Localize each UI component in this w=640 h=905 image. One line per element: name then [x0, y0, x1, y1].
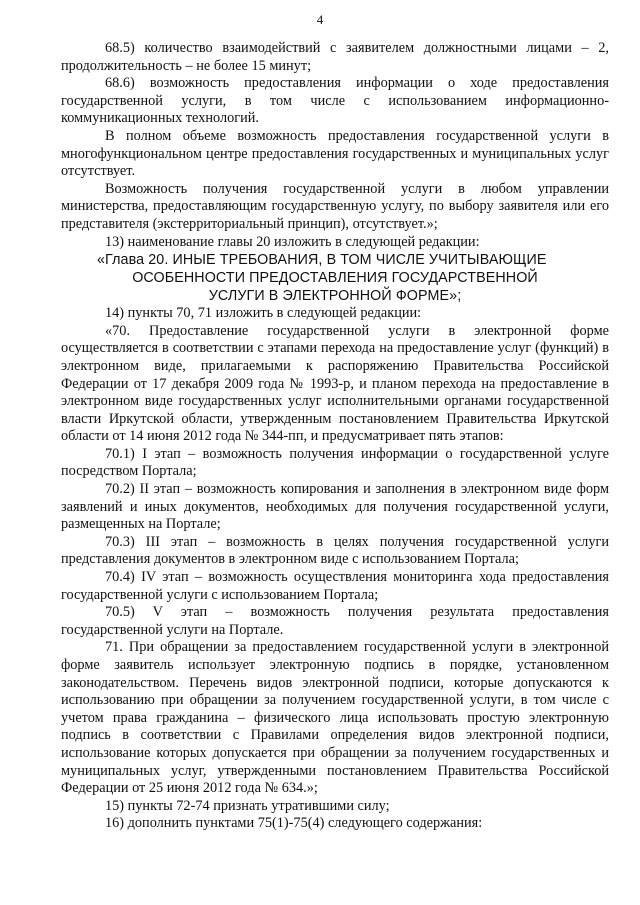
paragraph-item-16: 16) дополнить пунктами 75(1)-75(4) следующего содержания: [105, 815, 483, 832]
page-number: 4 [316, 12, 324, 27]
chapter-heading [61, 251, 609, 305]
paragraph-item-15: 15) пункты 72-74 признать утратившими силу; [105, 797, 390, 814]
paragraph-mfc: В полном объеме возможность предоставления государственной услуги в многофункциональном центре предоставления государственных и муниципальных услуг отсутствует. [61, 127, 609, 180]
paragraph-68-6: 68.6) возможность предоставления информации о ходе предоставления государственной услуги, в том числе с использованием информационно-коммуникационных технологий. [61, 75, 609, 127]
paragraph-70: «70. Предоставление государственной услуги в электронной форме осуществляется в соответствии с этапами перехода на предоставление услуг (функций) в электронном виде, прилагаемыми к распоряжению Правительства Российской Федерации от 17 декабря 2009 года № 1993-р, и планом перехода на предоставление в электронном виде государственных услуг исполнительными органами государственной власти Иркутской области, утвержденным постановлением Правительства Иркутской области от 14 июня 2012 года № 344-пп, и предусматривает пять этапов: [61, 322, 609, 445]
paragraph-68-5: 68.5) количество взаимодействий с заявителем должностными лицами – 2, продолжительность – не более 15 минут; [61, 40, 609, 74]
paragraph-70-2: 70.2) II этап – возможность копирования и заполнения в электронном виде форм заявлений и иных документов, необходимых для получения государственной услуги, размещенных на Портале; [61, 481, 609, 533]
chapter-heading-line-1: «Глава 20. ИНЫЕ ТРЕБОВАНИЯ, В ТОМ ЧИСЛЕ УЧИТЫВАЮЩИЕ [97, 252, 547, 269]
paragraph-71: 71. При обращении за предоставлением государственной услуги в электронной форме заявитель использует электронную подпись в порядке, установленном законодательством. Перечень видов электронной подписи, которые допускаются к использованию при обращении за получением государственной услуги, в том числе с учетом права гражданина – физического лица использовать простую электронную подпись в соответствии с Правилами определения видов электронной подписи, использование которых допускается при обращении за получением государственных и муниципальных услуг, утвержденными постановлением Правительства Российской Федерации от 25 июня 2012 года № 634.»; [61, 639, 609, 797]
paragraph-item-14: 14) пункты 70, 71 изложить в следующей редакции: [105, 305, 422, 322]
paragraph-item-13: 13) наименование главы 20 изложить в следующей редакции: [105, 233, 480, 250]
paragraph-extraterritorial: Возможность получения государственной услуги в любом управлении министерства, предоставляющим государственную услугу, по выбору заявителя или его представителя (экстерриториальный принцип), отсутствует.»; [61, 180, 609, 232]
paragraph-70-1: 70.1) I этап – возможность получения информации о государственной услуге посредством Портала; [61, 445, 609, 480]
paragraph-70-3: 70.3) III этап – возможность в целях получения государственной услуги представления документов в электронном виде с использованием Портала; [61, 533, 609, 568]
chapter-heading-line-3: УСЛУГИ В ЭЛЕКТРОННОЙ ФОРМЕ»; [208, 288, 462, 305]
paragraph-70-5: 70.5) V этап – возможность получения результата предоставления государственной услуги на Портале. [61, 604, 609, 638]
chapter-heading-line-2: ОСОБЕННОСТИ ПРЕДОСТАВЛЕНИЯ ГОСУДАРСТВЕННОЙ [132, 270, 538, 287]
document-body [61, 40, 609, 833]
paragraph-70-4: 70.4) IV этап – возможность осуществления мониторинга хода предоставления государственной услуги с использованием Портала; [61, 569, 609, 603]
